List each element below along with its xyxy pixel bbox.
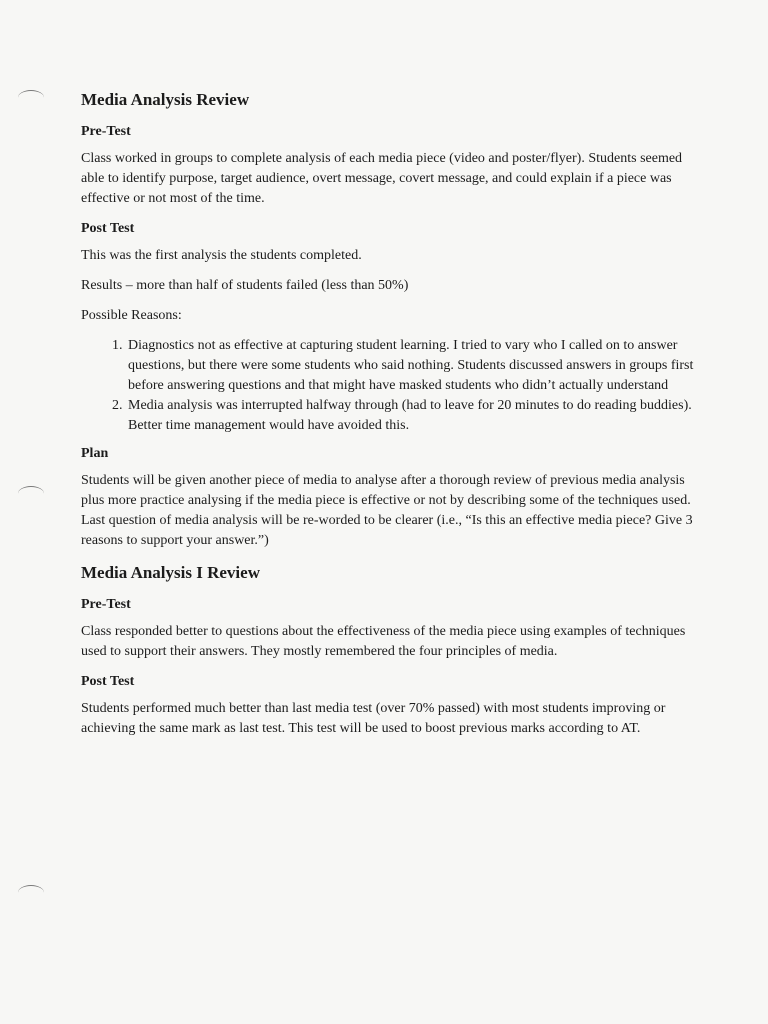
posttest-heading: Post Test	[81, 221, 135, 236]
plan-heading: Plan	[81, 446, 109, 461]
pretest-heading: Pre-Test	[81, 597, 131, 612]
list-item: 2. Media analysis was interrupted halfway through (had to leave for 20 minutes to do reading buddies). Better time management would have avoided this.	[126, 396, 701, 436]
pretest-heading: Pre-Test	[81, 124, 131, 139]
punch-hole-mark-top	[18, 90, 44, 105]
section-title-media-analysis-i-review: Media Analysis I Review	[81, 563, 260, 582]
pretest-paragraph: Class responded better to questions about the effectiveness of the media piece using examples of techniques used to support their answers. They mostly remembered the four principles of media.	[81, 624, 686, 659]
punch-hole-mark-middle	[18, 486, 44, 501]
pretest-paragraph: Class worked in groups to complete analysis of each media piece (video and poster/flyer). Students seemed able to identify purpose, target audience, overt message, covert message, and could explain if a piece was effective or not most of the time.	[81, 151, 683, 206]
possible-reasons-label: Possible Reasons:	[81, 308, 182, 323]
posttest-heading: Post Test	[81, 674, 135, 689]
reasons-list	[81, 336, 701, 436]
posttest-first-analysis: This was the first analysis the students completed.	[81, 248, 362, 263]
document-body	[81, 88, 701, 749]
posttest-paragraph: Students performed much better than last media test (over 70% passed) with most students improving or achieving the same mark as last test. This test will be used to boost previous marks according to AT.	[81, 701, 666, 736]
section-title-media-analysis-review: Media Analysis Review	[81, 90, 250, 109]
punch-hole-mark-bottom	[18, 885, 44, 900]
list-item: 1. Diagnostics not as effective at capturing student learning. I tried to vary who I called on to answer questions, but there were some students who said nothing. Students discussed answers in groups first before answering questions and that might have masked students who didn’t actually understand	[126, 336, 701, 396]
posttest-results: Results – more than half of students failed (less than 50%)	[81, 278, 409, 293]
plan-paragraph: Students will be given another piece of media to analyse after a thorough review of previous media analysis plus more practice analysing if the media piece is effective or not by describing some of the techniques used. Last question of media analysis will be re-worded to be clearer (i.e., “Is this an effective media piece? Give 3 reasons to support your answer.”)	[81, 473, 693, 548]
